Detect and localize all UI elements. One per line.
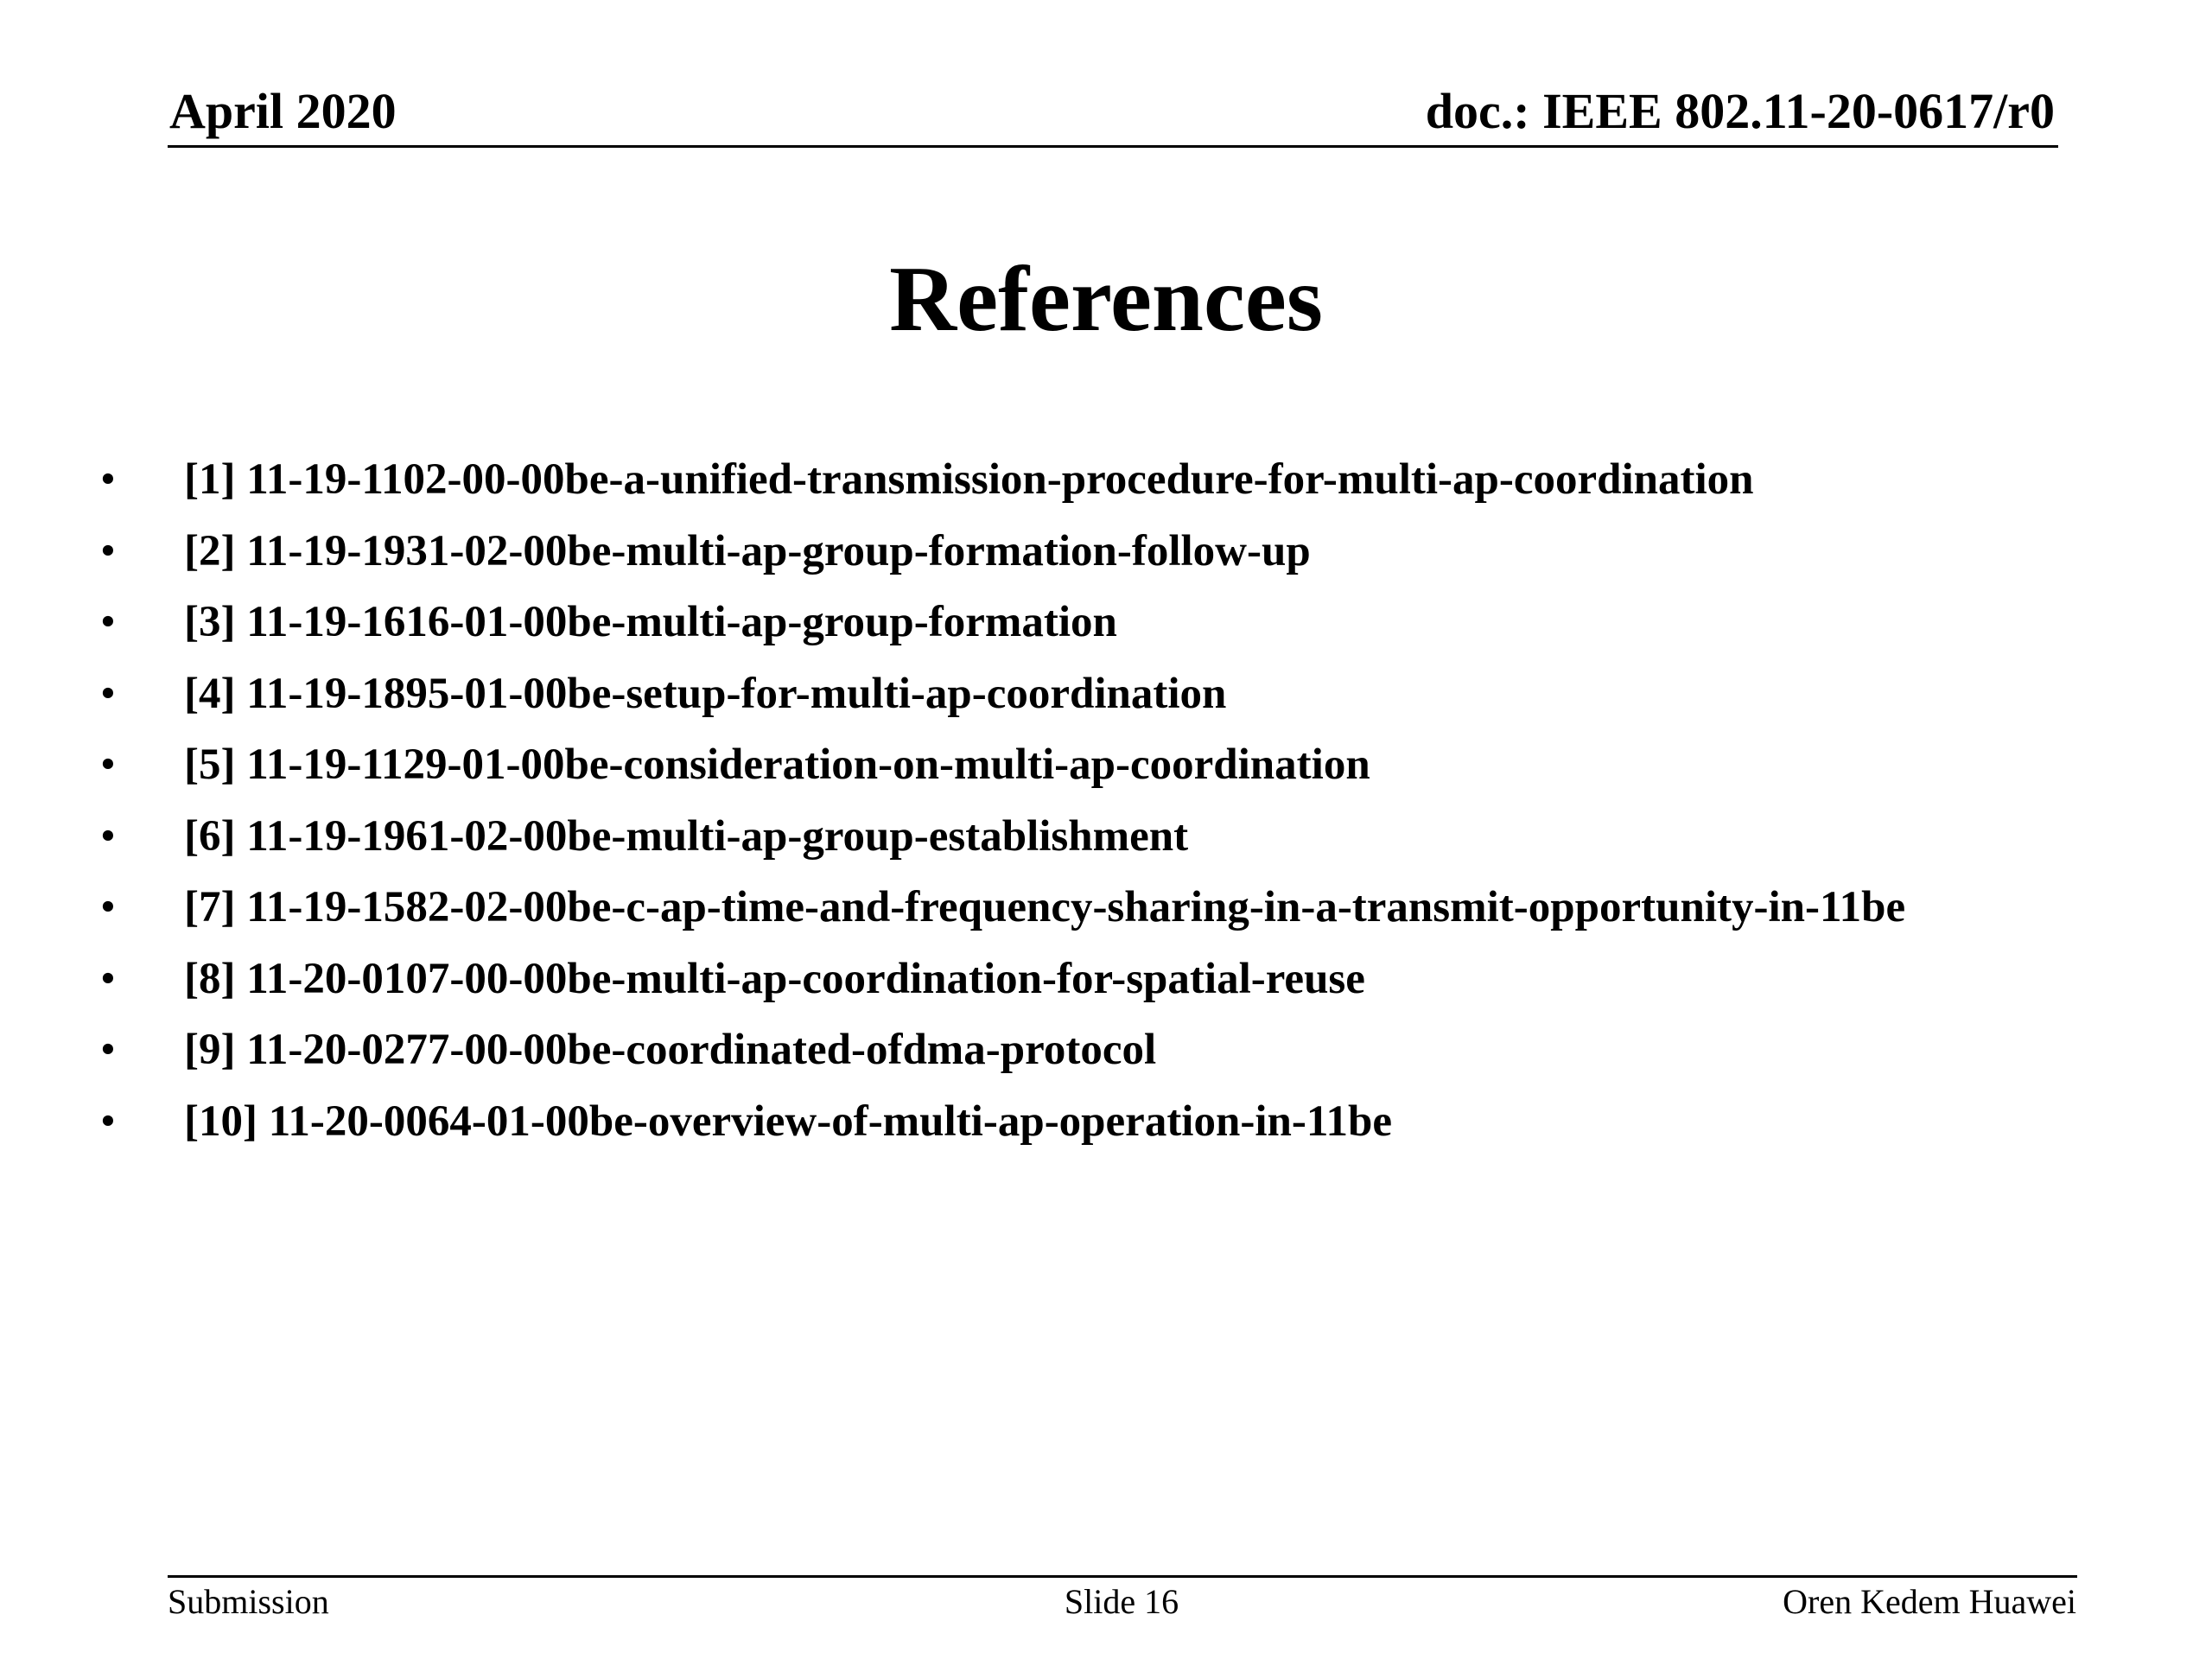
- bullet-glyph: •: [100, 1096, 116, 1146]
- reference-text: [7] 11-19-1582-02-00be-c-ap-time-and-frequency-sharing-in-a-transmit-opportunity-in-11be: [184, 883, 1906, 931]
- reference-item: [0, 669, 2212, 744]
- bullet-glyph: •: [100, 811, 116, 861]
- reference-item: [0, 811, 2212, 887]
- header-doc-id: doc.: IEEE 802.11-20-0617/r0: [1425, 83, 2055, 139]
- footer-author: Oren Kedem Huawei: [1783, 1582, 2076, 1621]
- reference-item: [0, 883, 2212, 957]
- bullet-glyph: •: [100, 954, 116, 1003]
- reference-item: [0, 743, 2212, 815]
- bullet-glyph: •: [100, 1026, 116, 1074]
- footer-slide-number: Slide 16: [1064, 1582, 1179, 1621]
- reference-item: [0, 954, 2212, 1029]
- reference-text: [2] 11-19-1931-02-00be-multi-ap-group-formation-follow-up: [184, 526, 1311, 575]
- reference-text: [6] 11-19-1961-02-00be-multi-ap-group-establishment: [184, 811, 1189, 861]
- bullet-glyph: •: [100, 455, 116, 504]
- reference-list: [0, 455, 2212, 1171]
- bullet-glyph: •: [100, 669, 116, 718]
- reference-text: [5] 11-19-1129-01-00be-consideration-on-multi-ap-coordination: [184, 741, 1370, 789]
- reference-text: [1] 11-19-1102-00-00be-a-unified-transmission-procedure-for-multi-ap-coordination: [184, 455, 1754, 504]
- bullet-glyph: •: [100, 883, 116, 931]
- bullet-glyph: •: [100, 598, 116, 646]
- footer-submission: Submission: [168, 1582, 329, 1621]
- bullet-glyph: •: [100, 741, 116, 789]
- reference-item: [0, 526, 2212, 601]
- footer-divider: [168, 1575, 2077, 1578]
- slide-title: References: [889, 248, 1323, 351]
- header-divider: [168, 145, 2058, 148]
- header-date: April 2020: [169, 83, 397, 139]
- reference-item: [0, 1028, 2212, 1100]
- reference-text: [8] 11-20-0107-00-00be-multi-ap-coordination-for-spatial-reuse: [184, 954, 1365, 1003]
- reference-text: [9] 11-20-0277-00-00be-coordinated-ofdma-protocol: [184, 1026, 1157, 1074]
- reference-text: [3] 11-19-1616-01-00be-multi-ap-group-formation: [184, 598, 1117, 646]
- reference-text: [10] 11-20-0064-01-00be-overview-of-multi-ap-operation-in-11be: [184, 1096, 1393, 1146]
- reference-text: [4] 11-19-1895-01-00be-setup-for-multi-ap-coordination: [184, 669, 1227, 718]
- reference-item: [0, 598, 2212, 672]
- reference-item: [0, 1096, 2212, 1172]
- reference-item: [0, 455, 2212, 530]
- bullet-glyph: •: [100, 526, 116, 575]
